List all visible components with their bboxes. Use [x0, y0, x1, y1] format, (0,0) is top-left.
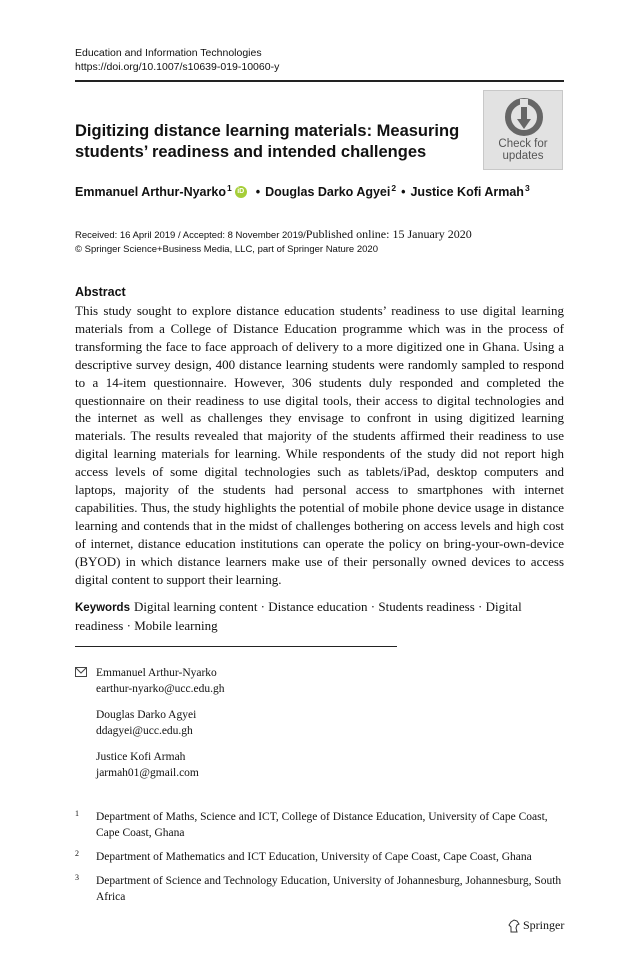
check-for-updates-badge[interactable]: [483, 90, 563, 170]
keywords-text: Digital learning content · Distance education · Students readiness · Digital readiness · Mobile learning: [75, 599, 522, 633]
published-online-date: Published online: 15 January 2020: [305, 227, 472, 241]
contact-entry: [96, 665, 225, 697]
contact-entry: [96, 749, 225, 781]
contact-email[interactable]: ddagyei@ucc.edu.gh: [96, 725, 193, 737]
received-accepted-dates: Received: 16 April 2019 / Accepted: 8 November 2019/: [75, 230, 306, 241]
affiliation-list: [75, 809, 564, 913]
publication-dates: [75, 227, 472, 257]
paper-title: Digitizing distance learning materials: Measuring students’ readiness and intended challenges: [75, 122, 460, 161]
doi-link[interactable]: https://doi.org/10.1007/s10639-019-10060-y: [75, 61, 280, 73]
keywords-label: Keywords: [75, 602, 130, 614]
affiliation-text: Department of Science and Technology Education, University of Johannesburg, Johannesburg, South Africa: [96, 875, 562, 903]
contact-entry: [96, 707, 225, 739]
header-rule: [75, 80, 564, 82]
abstract-text: This study sought to explore distance education students’ readiness to use digital learning materials from a College of Distance Education programme which was in the process of transforming the face to face approach of delivery to a more digitized one in Ghana. Using a descriptive survey design, 400 distance learning students were randomly sampled to respond to a 14-item questionnaire. However, 306 students duly responded and completed the questionnaire on their readiness to use digital tools, their access to digital technologies and the internet as well as challenges they envisage to confront in using digitized learning materials. The results revealed that majority of the students affirmed their readiness to use digital learning materials for learning. While respondents of the study did not report high access levels of some digital technologies such as tablets/iPad, desktop computers and laptops, majority of the students had personal access to smartphones with internet capabilities. Thus, the study highlights the potential of mobile phone device usage in distance learning and contends that in the midst of challenges bothering on access levels and high cost of internet, distance education institutions can operate the policy on bring-your-own-device (BYOD) in which distance learners make use of their personally owned devices to access digital content to support their learning.: [75, 303, 564, 587]
contact-email[interactable]: earthur-nyarko@ucc.edu.gh: [96, 683, 225, 695]
author-name[interactable]: Douglas Darko Agyei: [265, 185, 391, 199]
affiliation-item: [75, 849, 564, 865]
contact-name: Emmanuel Arthur-Nyarko: [96, 667, 217, 679]
author-separator: •: [401, 185, 406, 199]
badge-line2: updates: [502, 150, 544, 162]
check-updates-icon: [504, 97, 544, 137]
springer-horse-icon: [508, 919, 520, 933]
contact-name: Justice Kofi Armah: [96, 751, 186, 763]
affiliation-number: 1: [75, 809, 79, 818]
author-name[interactable]: Justice Kofi Armah: [410, 185, 524, 199]
envelope-icon: [75, 667, 87, 677]
journal-name: Education and Information Technologies: [75, 47, 262, 59]
affiliation-number: 3: [75, 873, 79, 882]
affiliation-item: [75, 809, 564, 841]
copyright-line: © Springer Science+Business Media, LLC, part of Springer Nature 2020: [75, 244, 378, 255]
abstract-heading: Abstract: [75, 285, 126, 299]
section-rule: [75, 646, 397, 647]
contact-name: Douglas Darko Agyei: [96, 709, 197, 721]
author-separator: •: [255, 185, 261, 199]
author-sup: 1: [226, 183, 232, 193]
journal-header: [75, 46, 279, 74]
badge-text: [484, 138, 562, 162]
publisher-logo: [508, 918, 564, 933]
affiliation-item: [75, 873, 564, 905]
author-name[interactable]: Emmanuel Arthur-Nyarko: [75, 185, 226, 199]
author-sup: 2: [391, 183, 397, 193]
author-sup: 3: [524, 183, 530, 193]
publisher-name: Springer: [523, 918, 565, 932]
keywords: [75, 598, 564, 635]
affiliation-number: 2: [75, 849, 79, 858]
author-list: [75, 185, 530, 199]
contact-block: [75, 665, 225, 791]
orcid-icon[interactable]: iD: [235, 186, 247, 198]
contact-email[interactable]: jarmah01@gmail.com: [96, 767, 199, 779]
badge-line1: Check for: [498, 138, 548, 150]
affiliation-text: Department of Maths, Science and ICT, College of Distance Education, University of Cape Coast, Cape Coast, Ghana: [96, 811, 548, 839]
affiliation-text: Department of Mathematics and ICT Education, University of Cape Coast, Cape Coast, Ghana: [96, 851, 532, 863]
